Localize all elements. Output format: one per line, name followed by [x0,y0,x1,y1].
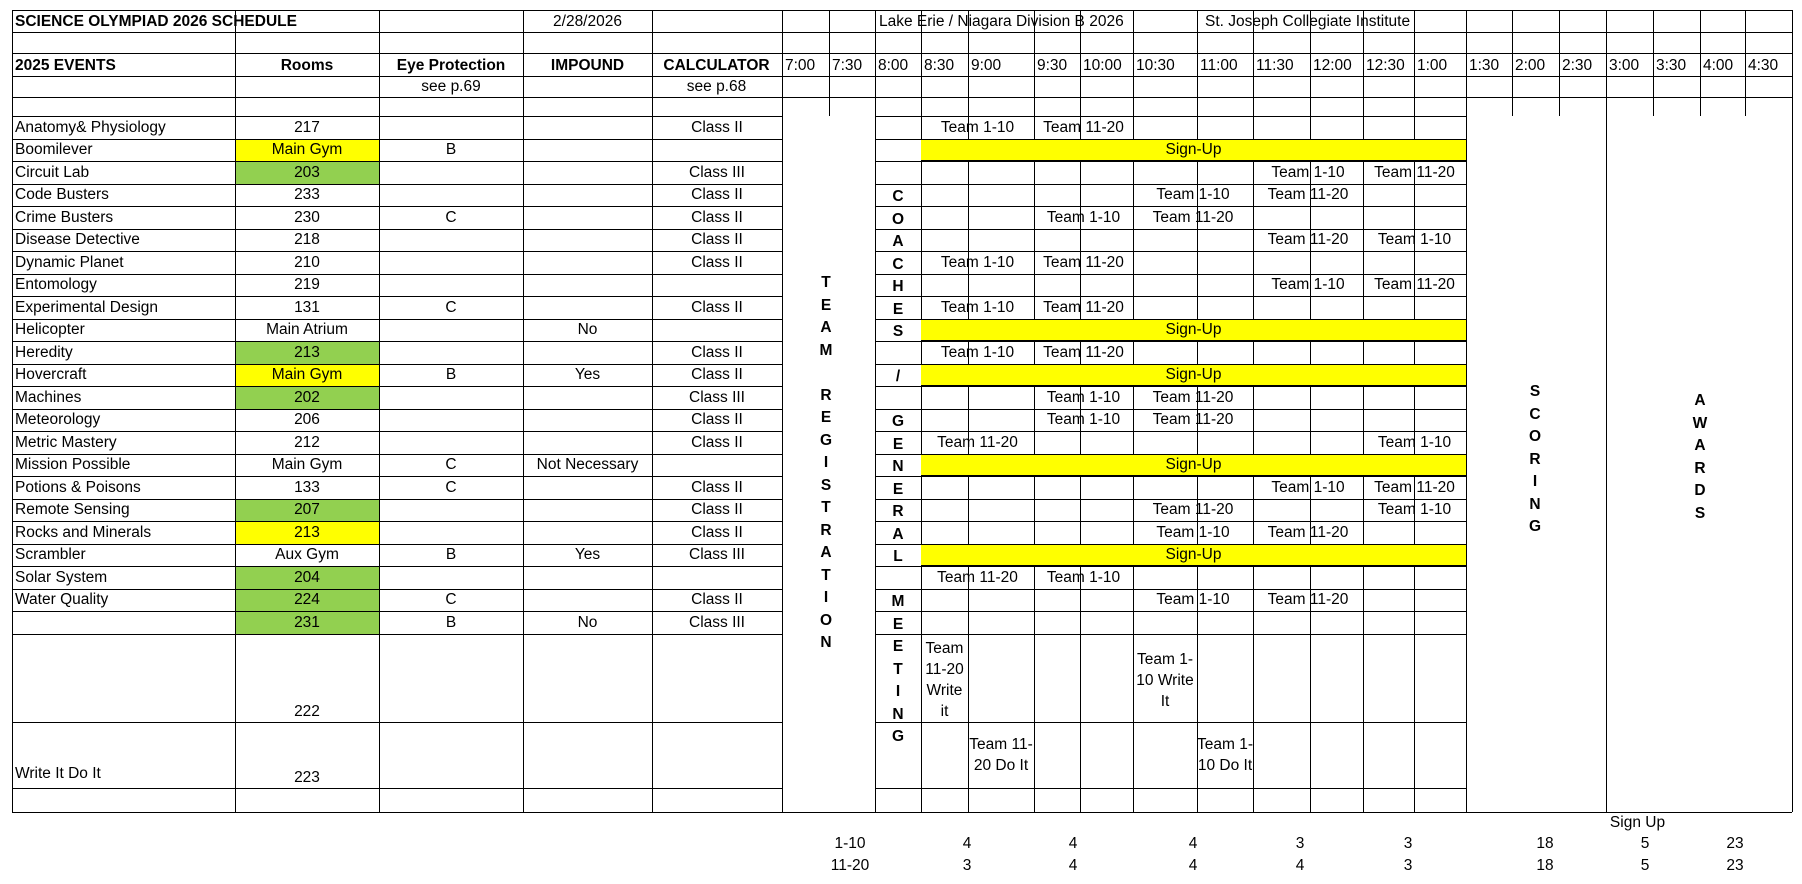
footer-count: 18 [1536,834,1554,852]
event-name: Solar System [15,568,108,586]
event-impound: No [577,321,598,339]
event-impound [523,409,652,432]
event-calculator: Class II [691,501,743,519]
team-slot: Team 1-10 [1046,568,1121,586]
footer-count: 18 [1536,856,1554,874]
event-room: Aux Gym [275,546,339,564]
event-calculator: Class II [691,298,743,316]
event-calculator [652,139,782,162]
team-slot: Team 11-20 [1374,478,1455,496]
event-name: Crime Busters [15,208,114,226]
awards-label: A W A R D S [1692,392,1708,522]
event-room: 210 [294,253,320,271]
signup-block: Sign-Up [921,544,1466,567]
event-room: 217 [294,118,320,136]
event-eye-protection [379,499,523,522]
footer-team-label: 1-10 [834,834,866,852]
event-name: Experimental Design [15,298,159,316]
event-room: 203 [235,161,379,184]
team-slot: Team 1-10 [940,343,1015,361]
event-eye-protection [379,184,523,207]
event-room: 202 [235,386,379,409]
do-it-room: 223 [294,769,320,786]
calculator-column-header: CALCULATOR [663,56,770,74]
event-eye-protection [379,386,523,409]
division-name: Lake Erie / Niagara Division B 2026 [879,12,1124,30]
event-room: 213 [235,341,379,364]
time-header-3-30: 3:30 [1656,56,1687,74]
event-calculator: Class II [691,478,743,496]
team-slot: Team 1-10 [1046,388,1121,406]
event-impound [523,476,652,499]
time-header-4-00: 4:00 [1703,56,1734,74]
event-calculator: Class II [691,343,743,361]
team-slot: Team 11-20 [1152,501,1234,519]
footer-count: 3 [962,856,972,874]
venue-name: St. Joseph Collegiate Institute [1205,12,1411,30]
event-calculator: Class II [691,366,743,384]
event-impound [523,386,652,409]
event-room: 131 [294,298,320,316]
event-eye-protection: C [445,456,457,474]
footer-count: 3 [1295,834,1305,852]
event-name: Anatomy& Physiology [15,118,166,136]
event-room: 231 [235,611,379,634]
event-room: 207 [235,499,379,522]
event-calculator: Class II [691,208,743,226]
time-header-8-30: 8:30 [924,56,955,74]
event-impound [523,431,652,454]
event-calculator: Class II [691,411,743,429]
impound-column-header: IMPOUND [550,56,625,74]
time-header-1-30: 1:30 [1469,56,1500,74]
event-name: Scrambler [15,546,86,564]
footer-count: 4 [1295,856,1305,874]
write-it-slot: Team 11-20 Write it [925,640,964,720]
event-room: 230 [294,208,320,226]
team-slot: Team 1-10 [1377,501,1452,519]
event-eye-protection [379,251,523,274]
event-eye-protection: C [445,478,457,496]
rooms-column-header: Rooms [280,56,334,74]
time-header-9-00: 9:00 [971,56,1002,74]
event-eye-protection: C [445,591,457,609]
time-header-8-00: 8:00 [878,56,909,74]
event-impound [523,116,652,139]
footer-team-label: 11-20 [830,856,870,874]
time-header-1-00: 1:00 [1417,56,1448,74]
write-it-slot: Team 1-10 Write It [1136,650,1194,710]
event-impound [523,499,652,522]
team-slot: Team 11-20 [1267,186,1349,204]
team-slot: Team 11-20 [1374,276,1455,294]
team-slot: Team 11-20 [1267,523,1349,541]
event-room: 204 [235,566,379,589]
event-room: Main Atrium [266,321,348,339]
event-impound [523,274,652,297]
team-slot: Team 1-10 [940,253,1015,271]
team-slot: Team 1-10 [1271,163,1345,181]
event-eye-protection [379,161,523,184]
event-calculator [652,274,782,297]
event-eye-protection: B [445,546,457,564]
event-eye-protection [379,341,523,364]
event-impound [523,296,652,319]
footer-count: 5 [1640,856,1650,874]
event-name: Circuit Lab [15,163,90,181]
footer-signup-label: Sign Up [1609,813,1666,831]
event-impound: Yes [574,546,601,564]
event-room: 224 [235,589,379,612]
event-room: 213 [235,521,379,544]
event-calculator: Class II [691,591,743,609]
event-eye-protection: C [445,208,457,226]
event-name: Metric Mastery [15,433,117,451]
footer-count: 4 [1188,856,1198,874]
event-impound [523,206,652,229]
event-name: Mission Possible [15,456,131,474]
event-name: Rocks and Minerals [15,523,152,541]
event-impound [523,589,652,612]
team-slot: Team 11-20 [1043,118,1124,136]
eye-protection-column-header: Eye Protection [396,56,506,74]
team-slot: Team 1-10 [1377,231,1452,249]
event-name: Boomilever [15,141,93,159]
footer-count: 23 [1726,856,1744,874]
event-name: Entomology [15,276,97,294]
event-room: 206 [294,411,320,429]
event-impound: Yes [574,366,601,384]
event-calculator: Class III [689,613,745,631]
time-header-3-00: 3:00 [1609,56,1640,74]
footer-count: 4 [962,834,972,852]
event-impound [523,229,652,252]
event-calculator: Class II [691,231,743,249]
event-name: Code Busters [15,186,109,204]
event-impound [523,521,652,544]
time-header-2-30: 2:30 [1562,56,1593,74]
event-calculator: Class III [689,163,745,181]
event-impound [523,566,652,589]
event-impound: No [577,613,598,631]
scoring-label: S C O R I N G [1528,383,1542,535]
event-calculator: Class II [691,253,743,271]
signup-block: Sign-Up [921,139,1466,162]
time-header-9-30: 9:30 [1037,56,1068,74]
event-name: Hovercraft [15,366,87,384]
team-slot: Team 11-20 [1043,253,1124,271]
event-eye-protection [379,116,523,139]
events-column-header: 2025 EVENTS [15,56,116,74]
event-eye-protection [379,229,523,252]
event-eye-protection [379,431,523,454]
event-calculator [652,566,782,589]
event-room: Main Gym [235,364,379,387]
team-slot: Team 11-20 [1152,411,1234,429]
write-it-room: 222 [294,703,320,720]
event-room: 219 [294,276,320,294]
event-room: 133 [294,478,320,496]
event-room: 212 [294,433,320,451]
event-name: Dynamic Planet [15,253,124,271]
footer-count: 3 [1403,834,1413,852]
signup-block: Sign-Up [921,364,1466,387]
signup-block: Sign-Up [921,454,1466,477]
write-it-do-it-name: Write It Do It [15,765,101,782]
team-slot: Team 1-10 [1377,433,1452,451]
time-header-4-30: 4:30 [1748,56,1779,74]
event-calculator [652,319,782,342]
event-eye-protection [379,409,523,432]
sheet-title: SCIENCE OLYMPIAD 2026 SCHEDULE [15,12,297,30]
event-eye-protection: B [445,613,457,631]
team-slot: Team 1-10 [1156,186,1230,204]
event-eye-protection: B [445,366,457,384]
footer-count: 4 [1188,834,1198,852]
event-eye-protection [379,521,523,544]
schedule-date: 2/28/2026 [553,12,622,30]
event-impound [523,139,652,162]
event-calculator: Class II [691,118,743,136]
signup-block: Sign-Up [921,319,1466,342]
event-room: 233 [294,186,320,204]
event-calculator [652,454,782,477]
do-it-slot: Team 11-20 Do It [969,736,1033,774]
event-eye-protection: C [445,298,457,316]
event-calculator: Class II [691,433,743,451]
time-header-11-30: 11:30 [1256,56,1294,74]
team-slot: Team 1-10 [1156,591,1230,609]
team-slot: Team 1-10 [940,298,1015,316]
time-header-11-00: 11:00 [1200,56,1238,74]
time-header-12-00: 12:00 [1313,56,1352,74]
event-name: Water Quality [15,591,109,609]
team-slot: Team 11-20 [1267,591,1349,609]
footer-count: 23 [1726,834,1744,852]
time-header-7-00: 7:00 [785,56,816,74]
footer-count: 5 [1640,834,1650,852]
event-room: 218 [294,231,320,249]
eye-protection-note: see p.69 [421,77,481,95]
team-slot: Team 1-10 [1271,276,1345,294]
event-eye-protection [379,274,523,297]
team-slot: Team 11-20 [1152,388,1234,406]
event-name: Helicopter [15,321,85,339]
team-slot: Team 1-10 [1046,208,1121,226]
event-impound [523,341,652,364]
calculator-note: see p.68 [686,77,747,95]
team-slot: Team 11-20 [1152,208,1234,226]
team-slot: Team 11-20 [1374,163,1455,181]
team-slot: Team 11-20 [937,568,1018,586]
event-impound: Not Necessary [536,456,639,474]
event-eye-protection [379,319,523,342]
team-slot: Team 11-20 [1043,343,1124,361]
time-header-12-30: 12:30 [1366,56,1405,74]
team-slot: Team 1-10 [1156,523,1230,541]
footer-count: 4 [1068,856,1078,874]
event-impound [523,161,652,184]
team-slot: Team 11-20 [1043,298,1124,316]
event-impound [523,251,652,274]
event-name: Heredity [15,343,73,361]
footer-count: 4 [1068,834,1078,852]
team-slot: Team 1-10 [1271,478,1345,496]
team-slot: Team 1-10 [940,118,1015,136]
time-header-10-30: 10:30 [1136,56,1175,74]
event-impound [523,184,652,207]
footer-count: 3 [1403,856,1413,874]
time-header-2-00: 2:00 [1515,56,1546,74]
time-header-10-00: 10:00 [1083,56,1122,74]
team-slot: Team 11-20 [1267,231,1349,249]
event-name: Disease Detective [15,231,140,249]
team-slot: Team 1-10 [1046,411,1121,429]
event-room: Main Gym [271,456,343,474]
team-slot: Team 11-20 [937,433,1018,451]
event-calculator: Class III [689,388,745,406]
event-name: Potions & Poisons [15,478,141,496]
event-room: Main Gym [235,139,379,162]
coaches-general-meeting-label: C O A C H E S / G E N E R A L M E E T I N G [891,188,905,745]
event-calculator: Class II [691,523,743,541]
event-name [12,611,235,634]
event-name: Meteorology [15,411,101,429]
team-registration-label: T E A M R E G I S T R A T I O N [819,274,833,651]
event-eye-protection: B [445,141,457,159]
event-calculator: Class II [691,186,743,204]
event-eye-protection [379,566,523,589]
event-name: Machines [15,388,82,406]
event-calculator: Class III [689,546,745,564]
do-it-slot: Team 1-10 Do It [1197,736,1253,774]
event-name: Remote Sensing [15,501,130,519]
time-header-7-30: 7:30 [832,56,863,74]
